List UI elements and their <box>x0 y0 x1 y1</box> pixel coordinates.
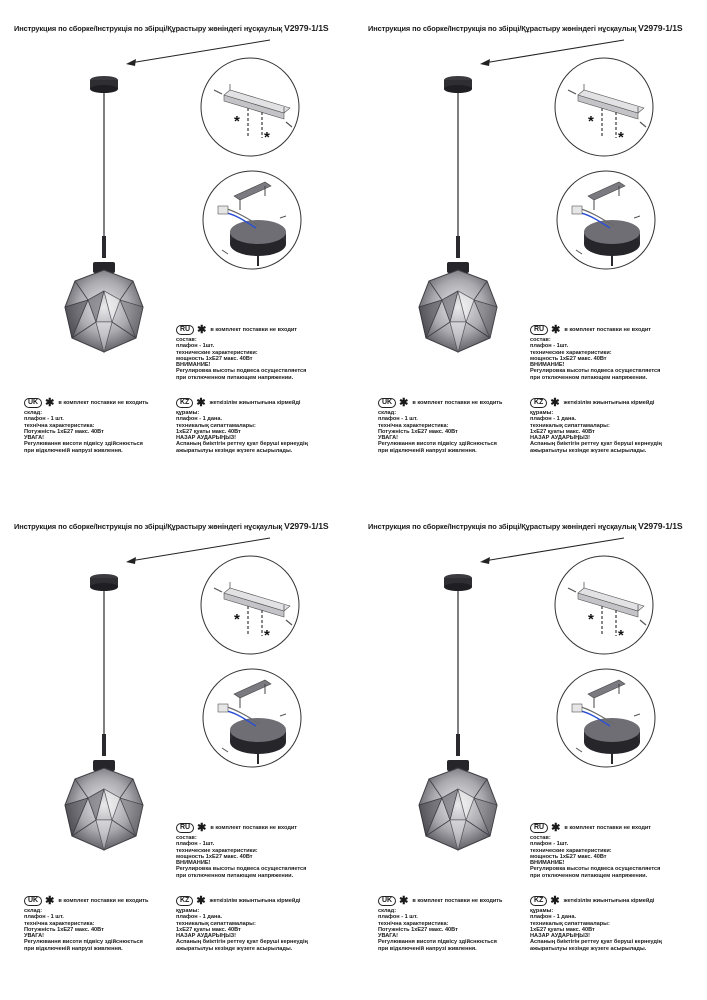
warning-text-2: ажыратылуы кезінде жүзеге асырылады. <box>530 945 647 952</box>
specs-value: мощность 1xE27 макс. 40Вт <box>530 355 607 362</box>
specs-value: Потужність 1xE27 макс. 40Вт <box>378 428 458 435</box>
asterisk-icon: ✱ <box>45 895 55 907</box>
asterisk-icon: ✱ <box>550 895 560 907</box>
warning-label: ВНИМАНИЕ! <box>176 860 211 867</box>
not-included-note: в комплект поставки не входит <box>210 326 298 333</box>
lang-block-uk <box>24 398 149 454</box>
lang-badge-kz: KZ <box>530 398 547 408</box>
detail-wiring-canopy <box>203 669 301 767</box>
svg-text:*: * <box>264 627 270 644</box>
specs-label: технические характеристики: <box>530 349 612 356</box>
warning-text-2: при відключеній напрузі живлення. <box>378 447 477 454</box>
composition-value: плафон - 1 дана. <box>530 416 577 423</box>
not-included-note: в комплект поставки не входить <box>58 897 149 904</box>
lang-badge-uk: UK <box>378 896 396 906</box>
ceiling-canopy <box>90 76 118 93</box>
composition-label: состав: <box>176 835 197 841</box>
lang-block-kz <box>530 398 662 454</box>
detail-mounting-bar <box>555 556 653 654</box>
warning-text-2: ажыратылуы кезінде жүзеге асырылады. <box>176 945 293 952</box>
svg-text:*: * <box>234 113 240 130</box>
lang-badge-kz: KZ <box>530 896 547 906</box>
warning-text-2: при отключенном питающем напряжении. <box>530 872 648 879</box>
asterisk-icon: ✱ <box>196 397 206 409</box>
composition-label: құрамы: <box>530 410 554 416</box>
warning-text-2: при отключенном питающем напряжении. <box>530 374 648 381</box>
specs-value: 1xE27 қуаты макс. 40Вт <box>176 428 241 435</box>
lang-badge-uk: UK <box>24 896 42 906</box>
detail-wiring-canopy <box>557 171 655 269</box>
warning-text-2: ажыратылуы кезінде жүзеге асырылады. <box>176 447 293 454</box>
asterisk-icon: ✱ <box>197 822 207 834</box>
asterisk-icon: ✱ <box>197 324 207 336</box>
composition-value: плафон - 1 шт. <box>378 914 418 921</box>
specs-label: техникалық сипаттамалары: <box>530 422 610 429</box>
title-text: Инструкция по сборке/Інструкція по збірці/Құрастыру жөніндегі нұсқаулық <box>368 24 637 33</box>
faceted-glass-shade <box>65 270 143 352</box>
composition-value: плафон - 1 шт. <box>378 416 418 423</box>
asterisk-icon: ✱ <box>399 895 409 907</box>
warning-label: УВАГА! <box>24 933 45 940</box>
cable-holder <box>456 734 460 756</box>
detail-mounting-bar <box>555 58 653 156</box>
warning-text-2: при відключеній напрузі живлення. <box>24 447 123 454</box>
warning-label: УВАГА! <box>24 435 45 442</box>
warning-text: Регулировка высоты подвеса осуществляется <box>530 866 661 873</box>
composition-value: плафон - 1шт. <box>530 343 569 350</box>
not-included-note: в комплект поставки не входит <box>564 326 652 333</box>
specs-label: технічна характеристика: <box>378 920 449 927</box>
warning-text: Аспаның биіктігін реттеу қуат беруші кернеудің <box>530 441 662 448</box>
specs-label: техникалық сипаттамалары: <box>176 920 256 927</box>
warning-label: НАЗАР АУДАРЫҢЫЗ! <box>176 435 237 442</box>
model-number: V2979-1/1S <box>284 23 329 33</box>
ceiling-canopy <box>444 76 472 93</box>
warning-label: НАЗАР АУДАРЫҢЫЗ! <box>530 933 591 940</box>
asterisk-icon: ✱ <box>551 822 561 834</box>
lang-badge-ru: RU <box>176 823 194 833</box>
lang-block-kz <box>176 398 308 454</box>
instruction-sheet-2 <box>354 0 707 500</box>
lang-block-uk <box>24 896 149 952</box>
warning-label: ВНИМАНИЕ! <box>530 362 565 369</box>
lang-badge-kz: KZ <box>176 398 193 408</box>
svg-text:*: * <box>588 113 594 130</box>
svg-text:*: * <box>234 611 240 628</box>
composition-label: состав: <box>176 337 197 343</box>
asterisk-icon: ✱ <box>551 324 561 336</box>
warning-label: ВНИМАНИЕ! <box>176 362 211 369</box>
specs-value: Потужність 1xE27 макс. 40Вт <box>24 428 104 435</box>
faceted-glass-shade <box>419 270 497 352</box>
specs-label: технические характеристики: <box>176 847 258 854</box>
composition-value: плафон - 1 дана. <box>530 914 577 921</box>
asterisk-icon: ✱ <box>196 895 206 907</box>
specs-label: технические характеристики: <box>530 847 612 854</box>
lang-badge-ru: RU <box>530 325 548 335</box>
detail-wiring-canopy <box>203 171 301 269</box>
detail-wiring-canopy <box>557 669 655 767</box>
warning-text: Регулювання висоти підвісу здійснюється <box>24 939 143 946</box>
composition-label: состав: <box>530 835 551 841</box>
title-text: Инструкция по сборке/Інструкція по збірці/Құрастыру жөніндегі нұсқаулық <box>368 522 637 531</box>
specs-value: Потужність 1xE27 макс. 40Вт <box>378 926 458 933</box>
specs-value: Потужність 1xE27 макс. 40Вт <box>24 926 104 933</box>
lang-block-uk <box>378 398 503 454</box>
svg-text:*: * <box>588 611 594 628</box>
not-included-note: в комплект поставки не входить <box>58 399 149 406</box>
title-text: Инструкция по сборке/Інструкція по збірці/Құрастыру жөніндегі нұсқаулық <box>14 522 283 531</box>
composition-value: плафон - 1 шт. <box>24 416 64 423</box>
composition-label: склад: <box>378 410 397 416</box>
composition-label: құрамы: <box>176 410 200 416</box>
composition-value: плафон - 1 дана. <box>176 914 223 921</box>
composition-value: плафон - 1шт. <box>176 841 215 848</box>
composition-label: құрамы: <box>530 908 554 914</box>
composition-label: склад: <box>24 908 43 914</box>
warning-text: Регулировка высоты подвеса осуществляется <box>176 368 307 375</box>
warning-label: НАЗАР АУДАРЫҢЫЗ! <box>530 435 591 442</box>
lang-badge-kz: KZ <box>176 896 193 906</box>
warning-text: Аспаның биіктігін реттеу қуат беруші кернеудің <box>530 939 662 946</box>
not-included-note: в комплект поставки не входит <box>564 824 652 831</box>
specs-label: технічна характеристика: <box>378 422 449 429</box>
composition-label: құрамы: <box>176 908 200 914</box>
asterisk-icon: ✱ <box>550 397 560 409</box>
warning-text-2: при відключеній напрузі живлення. <box>378 945 477 952</box>
ceiling-canopy <box>444 574 472 591</box>
warning-label: УВАГА! <box>378 435 399 442</box>
lang-block-kz <box>530 896 662 952</box>
specs-value: 1xE27 қуаты макс. 40Вт <box>530 926 595 933</box>
specs-value: 1xE27 қуаты макс. 40Вт <box>530 428 595 435</box>
specs-value: мощность 1xE27 макс. 40Вт <box>530 853 607 860</box>
composition-value: плафон - 1 шт. <box>24 914 64 921</box>
model-number: V2979-1/1S <box>638 521 683 531</box>
composition-value: плафон - 1шт. <box>176 343 215 350</box>
instruction-sheet-3 <box>0 498 353 998</box>
cable-holder <box>456 236 460 258</box>
lang-block-kz <box>176 896 308 952</box>
specs-value: мощность 1xE27 макс. 40Вт <box>176 355 253 362</box>
lang-block-uk <box>378 896 503 952</box>
warning-text: Регулировка высоты подвеса осуществляется <box>176 866 307 873</box>
asterisk-icon: ✱ <box>45 397 55 409</box>
lang-badge-uk: UK <box>378 398 396 408</box>
composition-label: склад: <box>378 908 397 914</box>
faceted-glass-shade <box>65 768 143 850</box>
instruction-sheet-1 <box>0 0 353 500</box>
specs-value: мощность 1xE27 макс. 40Вт <box>176 853 253 860</box>
lang-badge-ru: RU <box>176 325 194 335</box>
specs-label: техникалық сипаттамалары: <box>176 422 256 429</box>
faceted-glass-shade <box>419 768 497 850</box>
composition-label: состав: <box>530 337 551 343</box>
model-number: V2979-1/1S <box>284 521 329 531</box>
svg-text:*: * <box>264 129 270 146</box>
lang-badge-uk: UK <box>24 398 42 408</box>
warning-text: Аспаның биіктігін реттеу қуат беруші кернеудің <box>176 939 308 946</box>
warning-label: НАЗАР АУДАРЫҢЫЗ! <box>176 933 237 940</box>
not-included-note: жеткізілім жиынтығына кірмейді <box>563 399 655 406</box>
not-included-note: в комплект поставки не входить <box>412 897 503 904</box>
warning-text: Регулювання висоти підвісу здійснюється <box>378 441 497 448</box>
warning-label: ВНИМАНИЕ! <box>530 860 565 867</box>
composition-label: склад: <box>24 410 43 416</box>
lang-block-ru <box>530 325 660 381</box>
warning-text-2: при отключенном питающем напряжении. <box>176 872 294 879</box>
not-included-note: жеткізілім жиынтығына кірмейді <box>563 897 655 904</box>
svg-text:*: * <box>618 129 624 146</box>
specs-label: техникалық сипаттамалары: <box>530 920 610 927</box>
warning-text-2: ажыратылуы кезінде жүзеге асырылады. <box>530 447 647 454</box>
composition-value: плафон - 1 дана. <box>176 416 223 423</box>
not-included-note: в комплект поставки не входит <box>210 824 298 831</box>
detail-mounting-bar <box>201 58 299 156</box>
not-included-note: жеткізілім жиынтығына кірмейді <box>209 399 301 406</box>
warning-text: Регулировка высоты подвеса осуществляется <box>530 368 661 375</box>
specs-value: 1xE27 қуаты макс. 40Вт <box>176 926 241 933</box>
cable-holder <box>102 734 106 756</box>
cable-holder <box>102 236 106 258</box>
lang-block-ru <box>176 325 306 381</box>
warning-text: Аспаның биіктігін реттеу қуат беруші кернеудің <box>176 441 308 448</box>
not-included-note: в комплект поставки не входить <box>412 399 503 406</box>
svg-text:*: * <box>618 627 624 644</box>
model-number: V2979-1/1S <box>638 23 683 33</box>
detail-mounting-bar <box>201 556 299 654</box>
warning-text: Регулювання висоти підвісу здійснюється <box>378 939 497 946</box>
lang-badge-ru: RU <box>530 823 548 833</box>
specs-label: технічна характеристика: <box>24 422 95 429</box>
lang-block-ru <box>530 823 660 879</box>
ceiling-canopy <box>90 574 118 591</box>
asterisk-icon: ✱ <box>399 397 409 409</box>
warning-text: Регулювання висоти підвісу здійснюється <box>24 441 143 448</box>
specs-label: технічна характеристика: <box>24 920 95 927</box>
warning-label: УВАГА! <box>378 933 399 940</box>
lang-block-ru <box>176 823 306 879</box>
composition-value: плафон - 1шт. <box>530 841 569 848</box>
warning-text-2: при відключеній напрузі живлення. <box>24 945 123 952</box>
warning-text-2: при отключенном питающем напряжении. <box>176 374 294 381</box>
title-text: Инструкция по сборке/Інструкція по збірці/Құрастыру жөніндегі нұсқаулық <box>14 24 283 33</box>
instruction-sheet-4 <box>354 498 707 998</box>
specs-label: технические характеристики: <box>176 349 258 356</box>
not-included-note: жеткізілім жиынтығына кірмейді <box>209 897 301 904</box>
